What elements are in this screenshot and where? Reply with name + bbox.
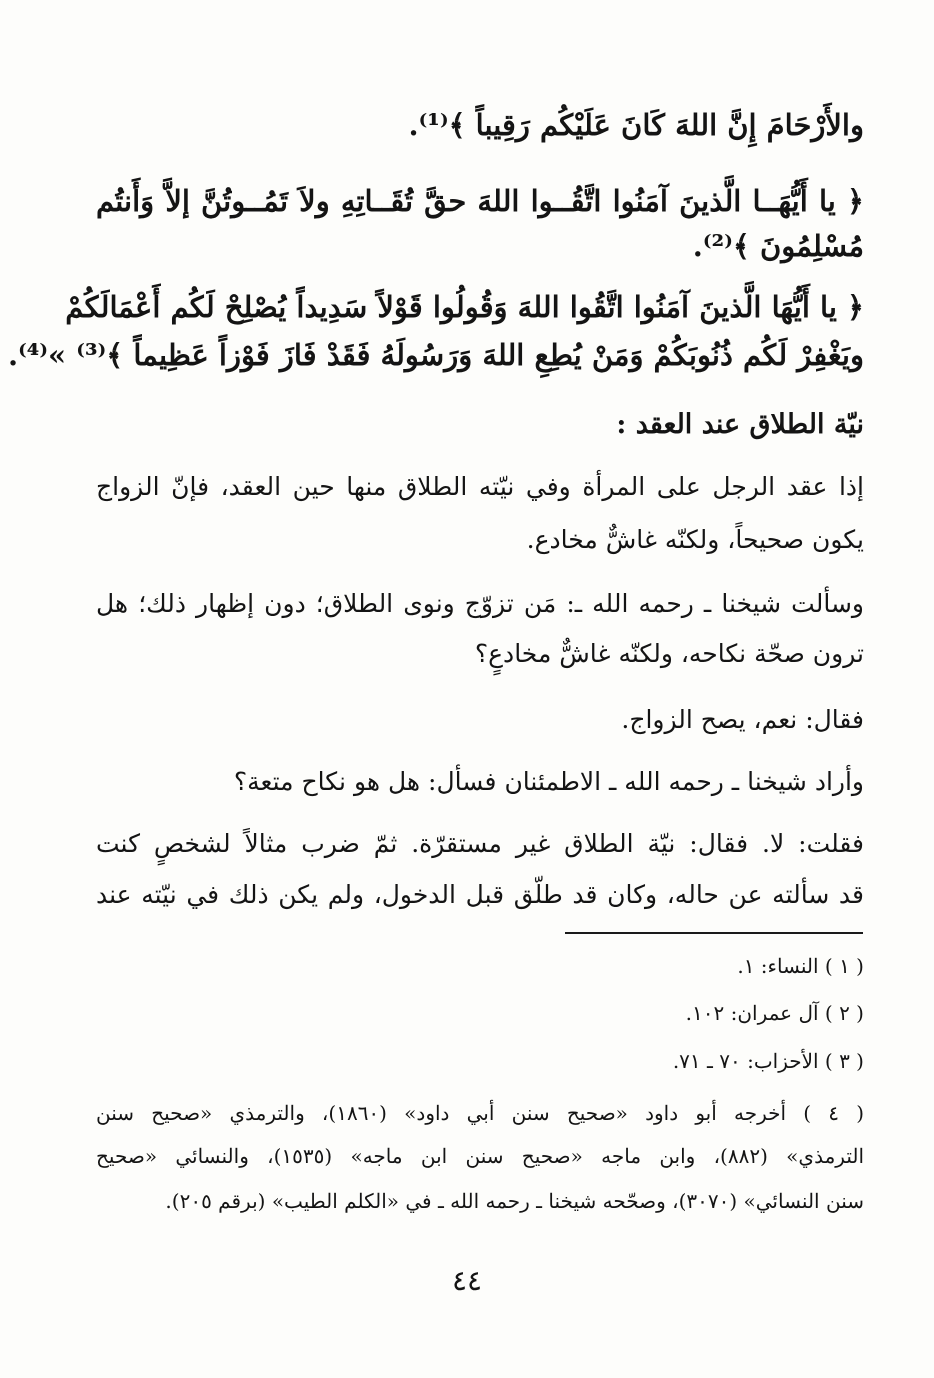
section-heading: نيّة الطلاق عند العقد : bbox=[616, 409, 864, 440]
verse-line-5: ويَغْفِرْ لَكُم ذُنُوبَكُمْ وَمَنْ يُطِعِ اللهَ وَرَسُولَهُ فَقَدْ فَازَ فَوْزاً عَظِيماً ﴾⁽³⁾ »⁽⁴⁾. bbox=[7, 338, 864, 372]
page-number: ٤٤ bbox=[451, 1264, 483, 1297]
footnote-3: ( ٣ ) الأحزاب: ٧٠ ـ ٧١. bbox=[672, 1049, 864, 1073]
verse-line-2: ﴿ يا أَيُّهَــا الَّذينَ آمَنُوا اتَّقُــوا اللهَ حقَّ تُقَــاتِهِ ولاَ تَمُــوتُنَّ إلاَّ وَأَنتُم bbox=[96, 184, 864, 218]
footnote-4-line-1: ( ٤ ) أخرجه أبو داود «صحيح سنن أبي داود» (١٨٦٠)، والترمذي «صحيح سنن bbox=[96, 1101, 865, 1125]
body-line-3: وسألت شيخنا ـ رحمه الله ـ: مَن تزوّج ونوى الطلاق؛ دون إظهار ذلك؛ هل bbox=[96, 589, 864, 618]
footnote-4-line-2: الترمذي» (٨٨٢)، وابن ماجه «صحيح سنن ابن ماجه» (١٥٣٥)، والنسائي «صحيح bbox=[96, 1144, 864, 1168]
verse-line-4: ﴿ يا أَيُّهَا الَّذينَ آمَنُوا اتَّقُوا اللهَ وَقُولُوا قَوْلاً سَدِيداً يُصْلِحْ لَكُم أَعْمَالَكُمْ bbox=[65, 290, 864, 324]
verse-line-1: والأَرْحَامَ إِنَّ اللهَ كَانَ عَلَيْكُم رَقِيباً ﴾⁽¹⁾. bbox=[408, 108, 864, 142]
verse-line-3: مُسْلِمُونَ ﴾⁽²⁾. bbox=[692, 229, 864, 263]
body-line-1: إذا عقد الرجل على المرأة وفي نيّته الطلاق منها حين العقد، فإنّ الزواج bbox=[96, 472, 864, 501]
footnote-4-line-3: سنن النسائي» (٣٠٧٠)، وصحّحه شيخنا ـ رحمه الله ـ في «الكلم الطيب» (برقم ٢٠٥). bbox=[165, 1189, 864, 1213]
body-line-7: فقلت: لا. فقال: نيّة الطلاق غير مستقرّة. ثمّ ضرب مثالاً لشخصٍ كنت bbox=[96, 829, 864, 858]
footnote-divider bbox=[565, 932, 863, 934]
body-line-4: ترون صحّة نكاحه، ولكنّه غاشٌّ مخادعٍ؟ bbox=[474, 639, 864, 668]
body-line-8: قد سألته عن حاله، وكان قد طلّق قبل الدخول، ولم يكن ذلك في نيّته عند bbox=[96, 880, 864, 909]
body-line-2: يكون صحيحاً، ولكنّه غاشٌّ مخادع. bbox=[526, 525, 864, 554]
body-line-5: فقال: نعم، يصح الزواج. bbox=[621, 705, 864, 734]
footnote-1: ( ١ ) النساء: ١. bbox=[737, 954, 864, 978]
body-line-6: وأراد شيخنا ـ رحمه الله ـ الاطمئنان فسأل: هل هو نكاح متعة؟ bbox=[233, 767, 864, 796]
footnote-2: ( ٢ ) آل عمران: ١٠٢. bbox=[685, 1001, 864, 1025]
